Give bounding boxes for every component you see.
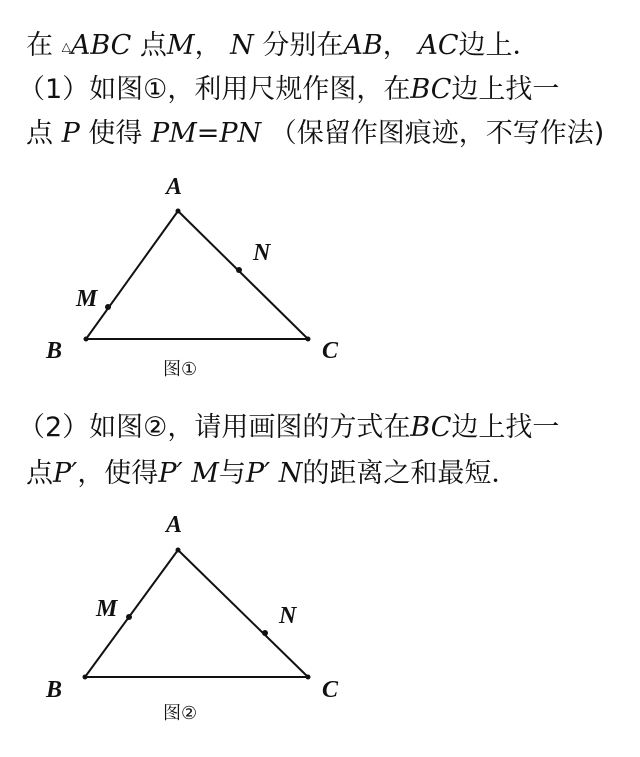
fig1-label-a: A [166, 174, 183, 200]
fig2-label-m: M [96, 596, 118, 622]
intro-prefix: 在 [26, 30, 53, 61]
triangle-name: ABC [70, 30, 132, 61]
fig1-caption: 图① [163, 359, 198, 380]
fig2-point-m [126, 614, 132, 620]
part1-line2-prefix: 点 [26, 118, 53, 149]
part1-line1-prefix: （1）如图①，利用尺规作图，在 [18, 74, 411, 105]
side-ab-text: AB [343, 30, 383, 61]
part1-point-p: P [61, 118, 80, 149]
part1-side-bc: BC [410, 74, 452, 105]
part1-equation: PM=PN [150, 118, 262, 149]
fig2-label-c: C [322, 677, 339, 703]
fig2-label-n: N [279, 603, 297, 629]
part2-line2-suffix: 的距离之和最短． [302, 458, 519, 489]
fig2-vertex-c [306, 675, 311, 680]
part1-line2-mid: 使得 [88, 118, 143, 149]
fig2-caption: 图② [163, 703, 198, 724]
part2-line2-mid: ，使得 [77, 458, 159, 489]
part1-line2-suffix: （保留作图痕迹，不写作法) [269, 118, 605, 149]
part2-line2-mid2: 与 [218, 458, 246, 489]
fig1-label-m: M [76, 286, 98, 312]
side-ac-text: AC [418, 30, 459, 61]
part2-line1-prefix: （2）如图②，请用画图的方式在 [18, 412, 411, 443]
fig1-label-c: C [322, 338, 339, 364]
part2-line1-suffix: 边上找一 [451, 412, 560, 443]
comma-1: ， [194, 30, 222, 61]
part2-point-p3: P′ N [245, 458, 303, 489]
figure-2-triangle [85, 550, 308, 677]
point-n-text: N [230, 30, 254, 61]
intro-suffix: 边上． [458, 30, 540, 61]
part2-side-bc: BC [410, 412, 452, 443]
fig2-vertex-b [83, 675, 88, 680]
part2-point-p2: P′ M [158, 458, 219, 489]
comma-2: ， [382, 30, 410, 61]
part2-point-p1: P′ [53, 458, 78, 489]
intro-mid2: 分别在 [262, 30, 344, 61]
fig1-label-b: B [46, 338, 63, 364]
intro-mid: 点 [139, 30, 167, 61]
fig2-point-n [262, 630, 268, 636]
point-m-text: M [166, 30, 195, 61]
triangle-symbol: △ [61, 39, 71, 54]
fig2-vertex-a [176, 548, 181, 553]
fig2-label-b: B [46, 677, 63, 703]
part1-line1-suffix: 边上找一 [451, 74, 560, 105]
fig1-label-n: N [253, 240, 271, 266]
part2-line2-prefix: 点 [26, 458, 53, 489]
fig2-label-a: A [166, 512, 183, 538]
